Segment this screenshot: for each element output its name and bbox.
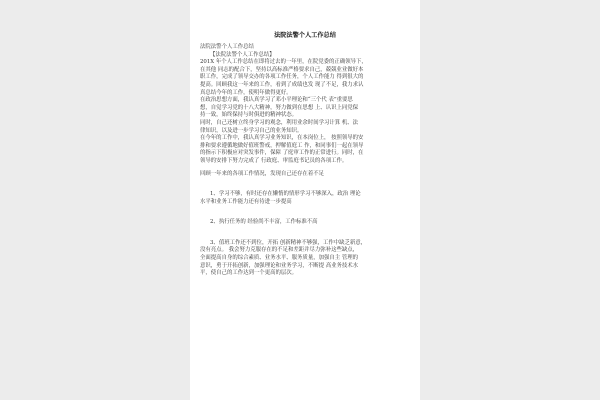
paragraph-line: 律知识，以及进一步学习自己的业务知识。	[200, 127, 303, 134]
paragraph-line: 在今年的工作中，我认真学习业务知识，在本岗位上， 按照领导的安	[200, 135, 364, 142]
shortcoming-item-1	[200, 191, 410, 206]
paragraph-line: 领导的安排下努力完成了 行政庭、审监庭书记员的各项工作。	[200, 157, 348, 164]
document-subtitle: 法院法警个人工作总结	[200, 44, 254, 50]
item-line: 平，使自己的工作达到一个更高的层次。	[200, 270, 298, 277]
paragraph-line: 想，自觉学习党的十八大精神，努力做到在思想 上、认识上同党保	[200, 104, 359, 111]
paragraph-line: 提高。回顾我这一年来的工作，看到了成绩也发 现了不足，我力求认	[200, 81, 364, 88]
work-paragraph	[200, 135, 410, 165]
paragraph-line: 201X 年个人工作总结在即将过去的一年里，在院党委的正确领导下，	[200, 59, 367, 66]
item-line: 1、学习不够，有时还存在懒惰的情形学习不够深入，政治 理论	[210, 191, 361, 198]
document-page	[190, 0, 420, 400]
bracket-heading: 【法院法警个人工作总结】	[210, 51, 275, 58]
item-line: 全面提高自身的综合素质、业务水平、服务质量，加强自主 管理的	[200, 255, 359, 262]
paragraph-line: 真总结今年的工作，使明年做得更好。	[200, 89, 292, 96]
paragraph-line: 同时，自己还树立终身学习的观念，利用业余时间学习计算 机、法	[200, 119, 359, 126]
review-line: 回顾一年来的各项工作情况，发现自己还存在着不足	[200, 170, 324, 177]
document-title: 法院法警个人工作总结	[274, 32, 336, 39]
paragraph-line: 排和要求遵循地做好值班警戒，押解值庭工 作，和同事们一起在领导	[200, 142, 364, 149]
paragraph-line: 职工作，完成了领导交办的各项工作任务，个人工作能力 得到很大的	[200, 74, 364, 81]
politics-paragraph	[200, 97, 410, 135]
paragraph-line: 在政治思想方面，我认真学习了邓小平理论和“三个代 表”重要思	[200, 97, 353, 104]
item-line: 意识，勇于开拓创新，加强理论和业务学习，不断提 高业务技术水	[200, 262, 359, 269]
item-line: 水平和业务工作能力还有待进一步提高	[200, 198, 292, 205]
intro-paragraph	[200, 59, 410, 97]
shortcoming-item-2	[200, 219, 410, 227]
paragraph-line: 的指示下积极应对突发事件，保障 了庭审工作的正常进行。同时，在	[200, 150, 364, 157]
paragraph-line: 持一致，始终保持与时俱进的精神状态。	[200, 112, 298, 119]
item-line: 2、执行任务的 经验尚不丰富，工作标准不高	[210, 219, 318, 226]
item-line: 3、值班工作还不到位，开拓 创新精神不够强，工作中缺乏新意，	[210, 239, 367, 246]
item-line: 没有亮点。 我会努力克服存在的不足和差距并尽力弥补这些缺点，	[200, 247, 359, 254]
paragraph-line: 在其他 同志的配合下，坚持以高标准严格要求自己，兢兢业业做好本	[200, 66, 364, 73]
shortcoming-item-3	[200, 240, 410, 278]
